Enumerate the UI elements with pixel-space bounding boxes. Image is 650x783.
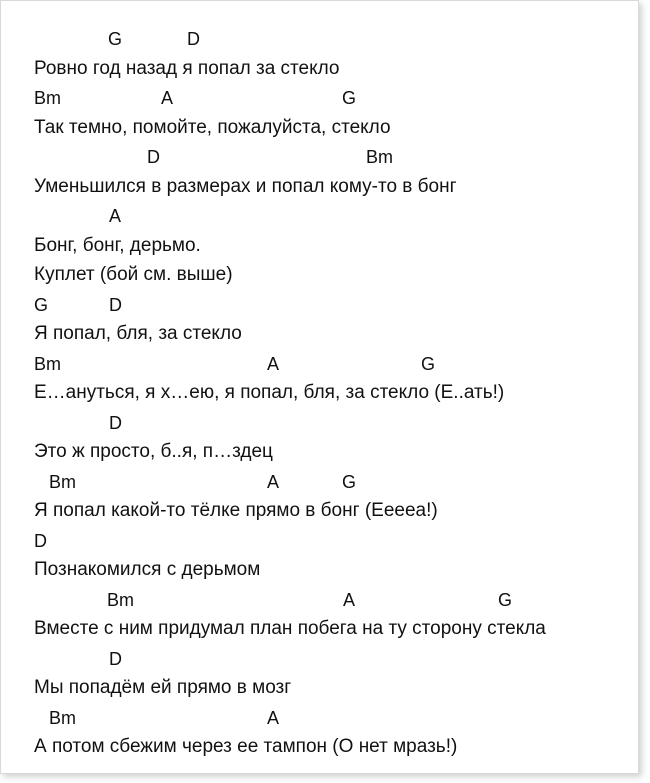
chord: Bm [107,590,134,610]
chord: Bm [49,472,76,492]
lyric-text: Так темно, помойте, пожалуйста, стекло [34,117,391,138]
chord: D [109,295,122,315]
lyric-text: Ровно год назад я попал за стекло [34,58,340,79]
chord: D [147,147,160,167]
chord: Bm [34,354,61,374]
lyric-line [1,496,638,526]
lyric-text: Я попал, бля, за стекло [34,323,242,344]
chord-line [1,467,638,497]
chord: G [34,295,49,315]
chord-line [1,201,638,231]
chord: Bm [49,708,76,728]
lyric-line [1,319,638,349]
lyric-line [1,172,638,202]
chord-line [1,24,638,54]
chord: Bm [366,147,393,167]
chord: G [342,88,357,108]
lyric-line [1,732,638,762]
chord: Bm [34,88,61,108]
chord-line [1,585,638,615]
lyric-line [1,231,638,261]
chord: D [34,531,47,551]
chord: A [161,88,174,108]
lyric-text: Е…ануться, я х…ею, я попал, бля, за стекло (Е..ать!) [34,382,505,403]
chord: A [267,354,280,374]
lyric-line [1,54,638,84]
lyric-line [1,437,638,467]
lyric-text: Куплет (бой см. выше) [34,264,233,285]
lyric-text: Это ж просто, б..я, п…здец [34,441,273,462]
chord-line [1,644,638,674]
chord: D [109,413,122,433]
chord-line [1,526,638,556]
lyric-line [1,378,638,408]
lyric-line [1,260,638,290]
chord-line [1,83,638,113]
chord-line [1,408,638,438]
lyric-text: Уменьшился в размерах и попал кому-то в бонг [34,176,457,197]
chord-line [1,703,638,733]
lyric-line [1,673,638,703]
chord: G [108,29,123,49]
chord: A [267,708,280,728]
chord-line [1,290,638,320]
chord: A [267,472,280,492]
lyric-text: А потом сбежим через ее тампон (О нет мразь!) [34,736,458,757]
lyric-text: Мы попадём ей прямо в мозг [34,677,292,698]
lyric-line [1,113,638,143]
lyric-text: Бонг, бонг, дерьмо. [34,235,201,256]
lyric-line [1,614,638,644]
lyric-text: Вместе с ним придумал план побега на ту сторону стекла [34,618,546,639]
chord: A [109,206,122,226]
chord: D [109,649,122,669]
chord: D [187,29,200,49]
chord-line [1,349,638,379]
chord: G [498,590,513,610]
lyric-text: Познакомился с дерьмом [34,559,261,580]
chord: G [342,472,357,492]
lyric-text: Я попал какой-то тёлке прямо в бонг (Ееееа!) [34,500,438,521]
chord: A [343,590,356,610]
chord: G [421,354,436,374]
lyric-line [1,555,638,585]
chord-line [1,142,638,172]
